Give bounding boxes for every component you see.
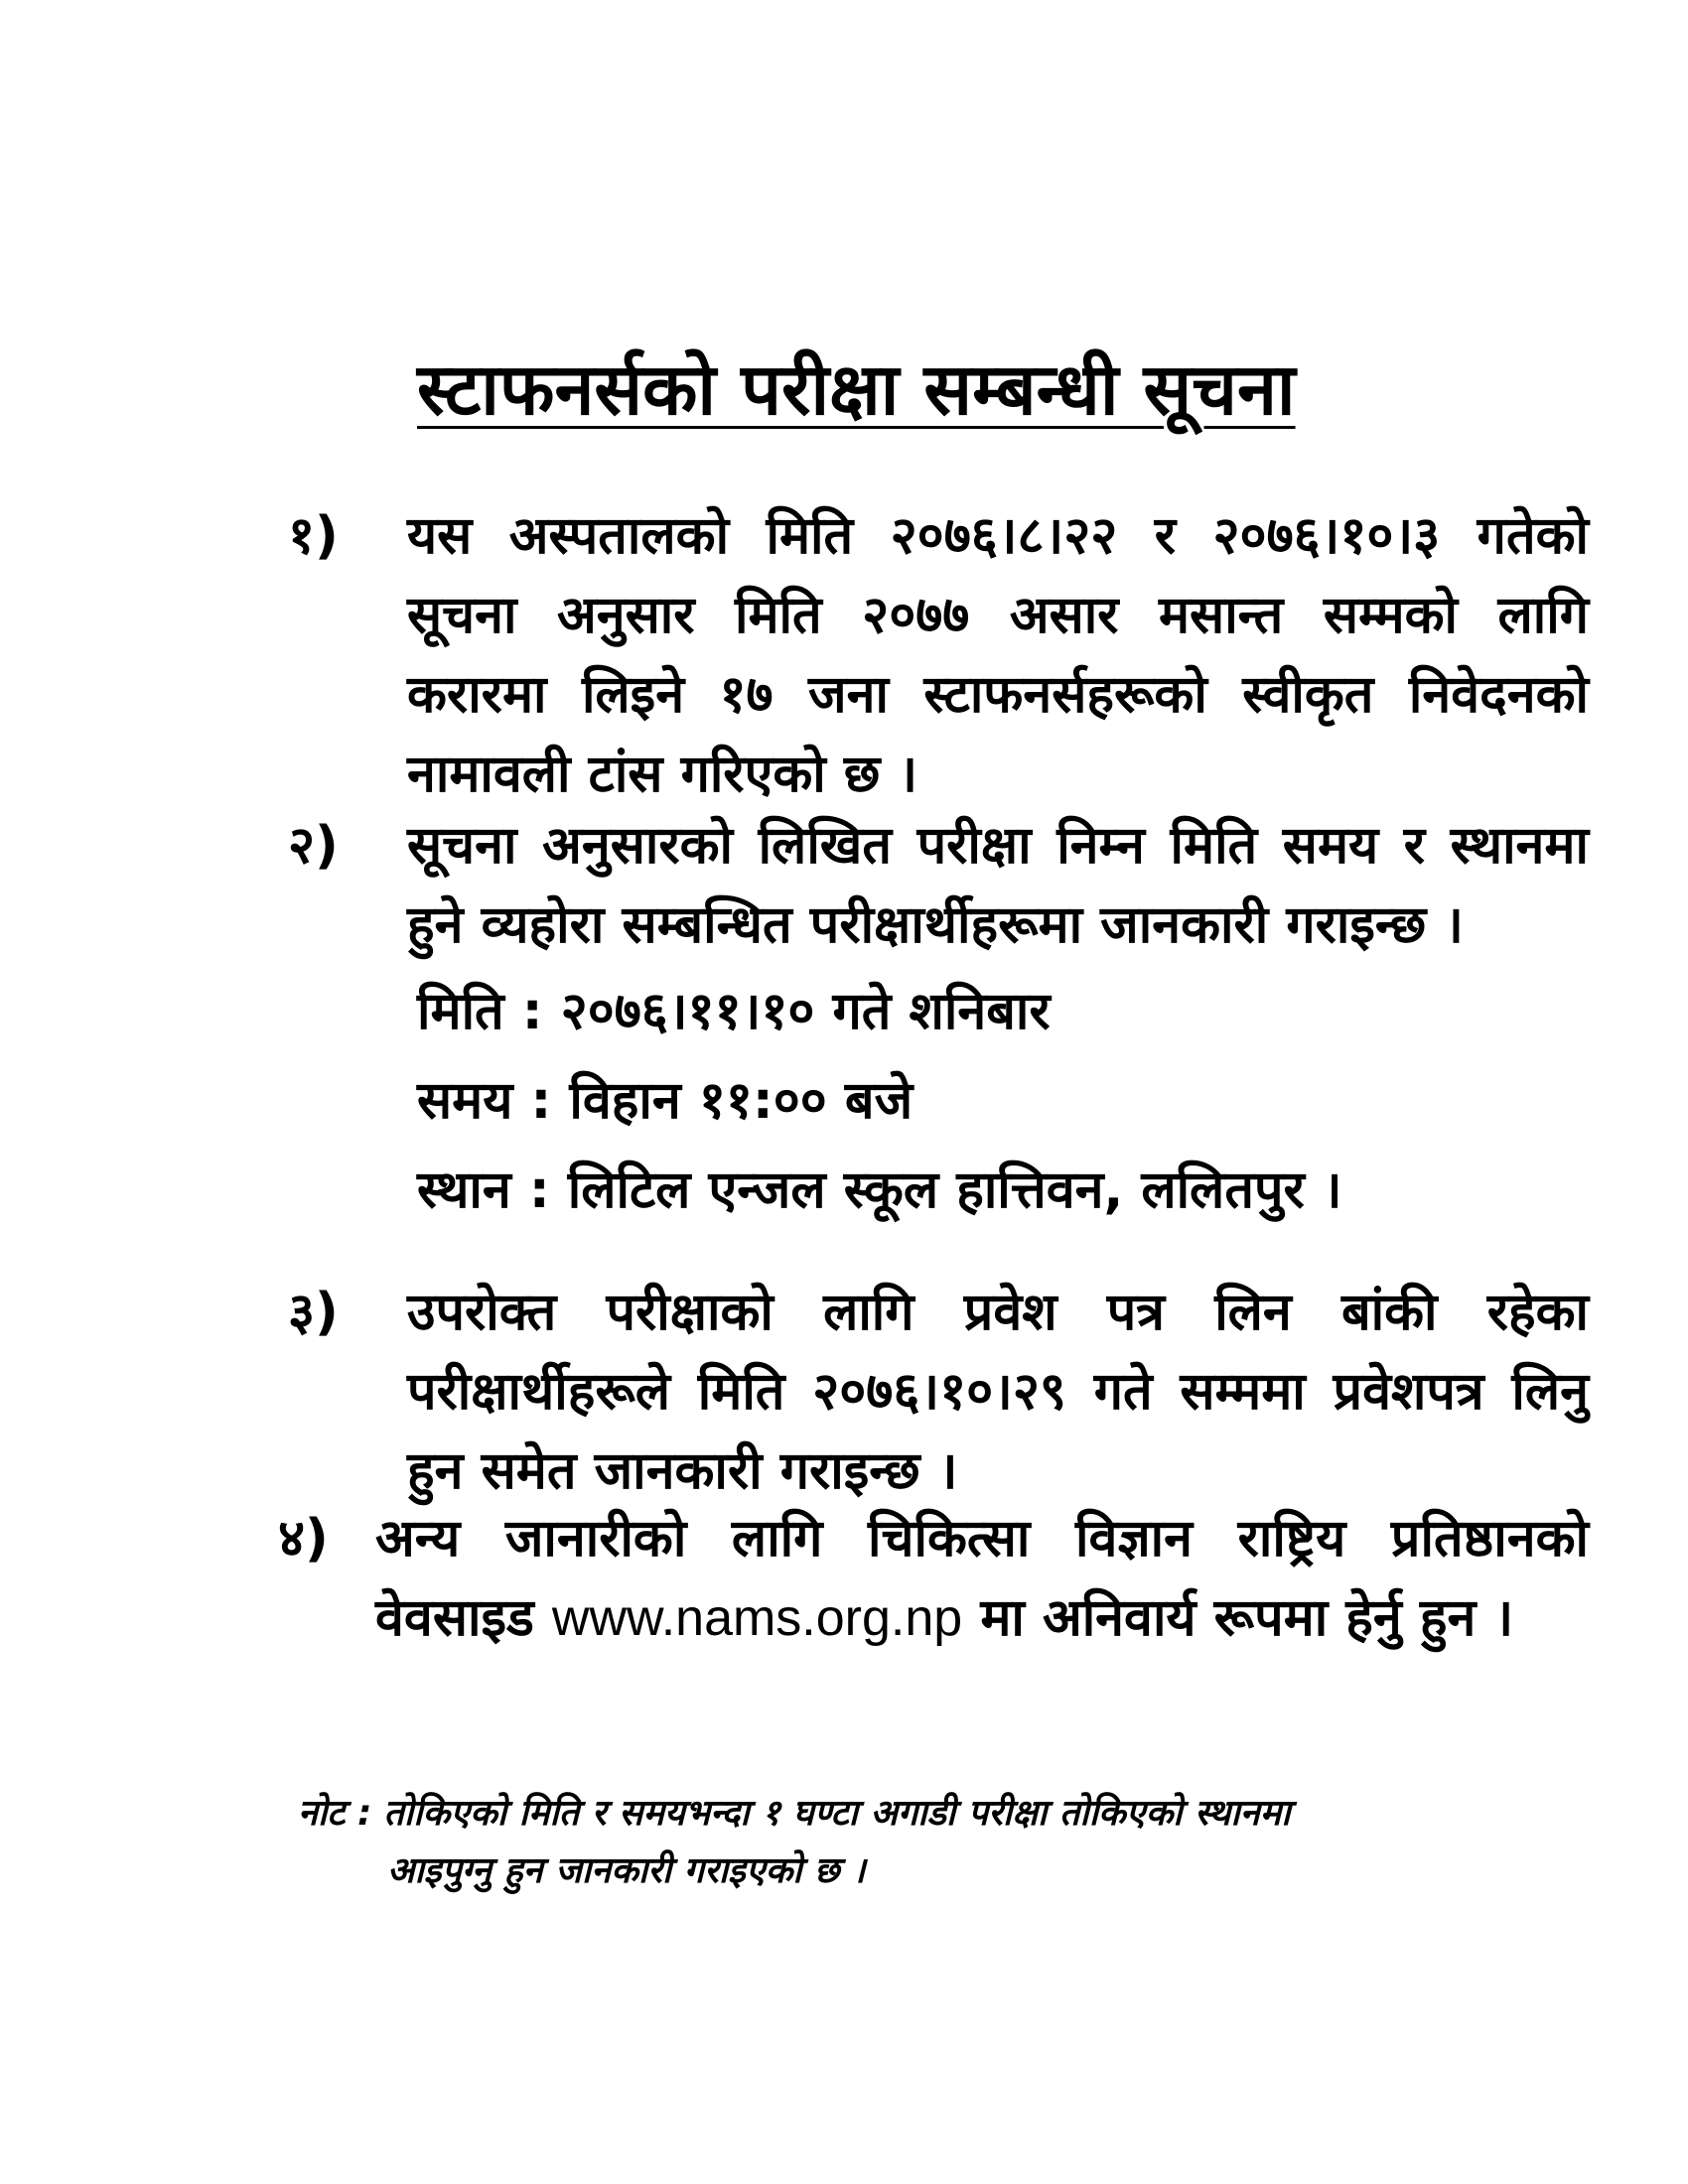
note-label: नोट : bbox=[298, 1793, 372, 1834]
item-text-after: मा अनिवार्य रूपमा हेर्नु हुन । bbox=[980, 1588, 1514, 1648]
item-text: उपरोक्त परीक्षाको लागि प्रवेश पत्र लिन बांकी रहेका परीक्षार्थीहरूले मिति २०७६।१०।२९ गते सम्ममा प्रवेशपत्र लिनु हुन समेत जानकारी गराइन्छ । bbox=[407, 1283, 1589, 1501]
notice-item-1 bbox=[288, 496, 1589, 814]
notice-item-3 bbox=[288, 1273, 1589, 1511]
website-link[interactable]: www.nams.org.np bbox=[551, 1589, 963, 1647]
notice-title: स्टाफनर्सको परीक्षा सम्बन्धी सूचना bbox=[417, 347, 1296, 431]
note bbox=[298, 1785, 1599, 1900]
note-text: तोकिएको मिति र समयभन्दा १ घण्टा अगाडी परीक्षा तोकिएको स्थानमा bbox=[383, 1793, 1291, 1834]
notice-item-4 bbox=[278, 1499, 1589, 1658]
item-number: ३) bbox=[288, 1283, 339, 1342]
item-text: सूचना अनुसारको लिखित परीक्षा निम्न मिति समय र स्थानमा हुने व्यहोरा सम्बन्धित परीक्षार्थीहरूमा जानकारी गराइन्छ । bbox=[407, 816, 1589, 955]
item-text bbox=[375, 1499, 1589, 1658]
exam-date: मिति : २०७६।११।१० गते शनिबार bbox=[417, 982, 1051, 1041]
item-text-before: अन्य जानारीको लागि चिकित्सा विज्ञान राष्ट्रिय प्रतिष्ठानको वेवसाइड bbox=[375, 1509, 1589, 1648]
exam-venue: स्थान : लिटिल एन्जल स्कूल हात्तिवन, ललितपुर । bbox=[417, 1160, 1342, 1220]
item-text: यस अस्पतालको मिति २०७६।८।२२ र २०७६।१०।३ गतेको सूचना अनुसार मिति २०७७ असार मसान्त सम्मको लागि करारमा लिइने १७ जना स्टाफनर्सहरूको स्वीकृत निवेदनको नामावली टांस गरिएको छ । bbox=[407, 506, 1589, 804]
item-number: १) bbox=[288, 506, 339, 566]
item-number: २) bbox=[288, 816, 339, 876]
notice-item-2 bbox=[288, 806, 1589, 1235]
note-continuation: आइपुग्नु हुन जानकारी गराइएको छ । bbox=[387, 1850, 866, 1891]
exam-time: समय : विहान ११:०० बजे bbox=[417, 1071, 914, 1131]
item-number: ४) bbox=[278, 1509, 329, 1569]
